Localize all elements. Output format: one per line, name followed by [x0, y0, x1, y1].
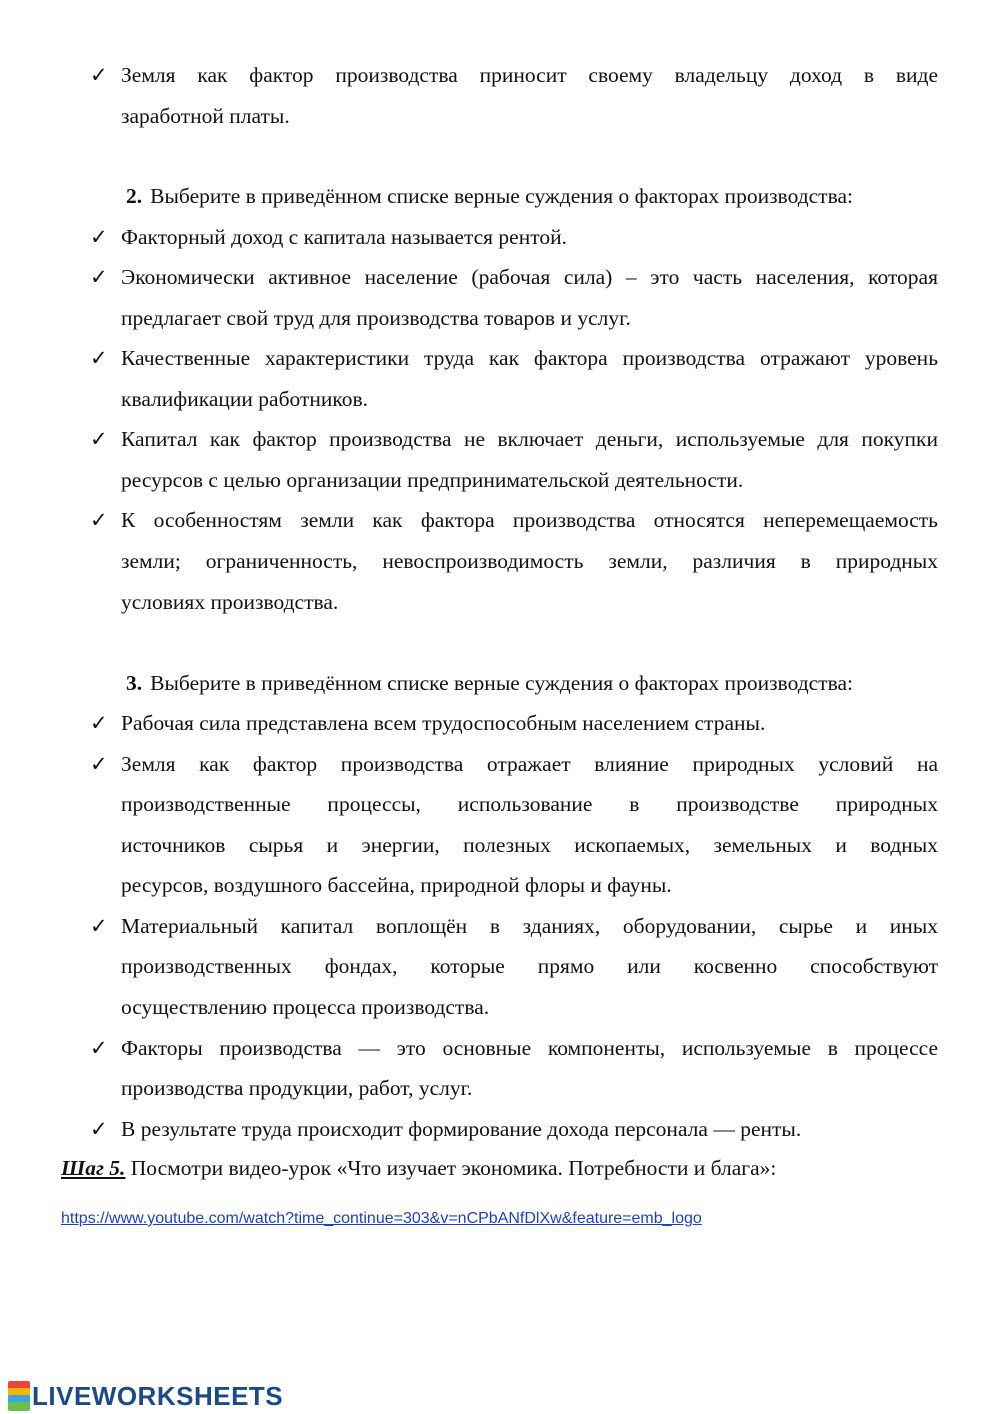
question-3-heading [126, 670, 853, 696]
list-item: производственных фондах, которые прямо или косвенно способствуют [121, 954, 938, 978]
list-item: Факторы производства — это основные компоненты, используемые в процессе [121, 1036, 938, 1060]
logo-text: LIVEWORKSHEETS [32, 1380, 284, 1411]
question-number: 2. [126, 184, 143, 208]
question-number: 3. [126, 671, 143, 695]
step-label: Шаг 5. [61, 1156, 126, 1180]
logo-icon [8, 1381, 30, 1411]
item-text: заработной платы. [121, 104, 290, 128]
check-icon: ✓ [90, 427, 108, 451]
check-icon: ✓ [90, 265, 108, 289]
list-item: К особенностям земли как фактора производства относятся неперемещаемость [121, 508, 938, 532]
video-link[interactable]: https://www.youtube.com/watch?time_continue=303&v=nCPbANfDlXw&feature=emb_logo [61, 1210, 702, 1227]
list-item: источников сырья и энергии, полезных ископаемых, земельных и водных [121, 833, 938, 857]
question-2-heading [126, 183, 853, 209]
list-item: Материальный капитал воплощён в зданиях, оборудовании, сырье и иных [121, 914, 938, 938]
list-item: ресурсов с целью организации предпринимательской деятельности. [121, 468, 744, 492]
list-item: условиях производства. [121, 590, 339, 614]
list-item: квалификации работников. [121, 387, 369, 411]
question-text: Выберите в приведённом списке верные суждения о факторах производства: [150, 671, 853, 695]
list-item: ресурсов, воздушного бассейна, природной флоры и фауны. [121, 873, 672, 897]
check-icon: ✓ [90, 346, 108, 370]
step-5 [61, 1155, 776, 1181]
list-item: В результате труда происходит формирование дохода персонала — ренты. [121, 1117, 802, 1141]
check-icon: ✓ [90, 752, 108, 776]
list-item: Земля как фактор производства отражает влияние природных условий на [121, 752, 938, 776]
list-item: производственные процессы, использование в производстве природных [121, 792, 938, 816]
check-icon: ✓ [90, 1036, 108, 1060]
list-item: Факторный доход с капитала называется рентой. [121, 225, 567, 249]
liveworksheets-logo[interactable] [8, 1378, 283, 1414]
list-item: земли; ограниченность, невоспроизводимость земли, различия в природных [121, 549, 938, 573]
list-item: осуществлению процесса производства. [121, 995, 490, 1019]
check-icon: ✓ [90, 711, 108, 735]
list-item: Качественные характеристики труда как фактора производства отражают уровень [121, 346, 938, 370]
list-item: производства продукции, работ, услуг. [121, 1076, 473, 1100]
check-icon: ✓ [90, 63, 108, 87]
list-item: предлагает свой труд для производства товаров и услуг. [121, 306, 631, 330]
list-item: Рабочая сила представлена всем трудоспособным населением страны. [121, 711, 766, 735]
question-text: Выберите в приведённом списке верные суждения о факторах производства: [150, 184, 853, 208]
list-item: Капитал как фактор производства не включает деньги, используемые для покупки [121, 427, 938, 451]
check-icon: ✓ [90, 1117, 108, 1141]
check-icon: ✓ [90, 508, 108, 532]
check-icon: ✓ [90, 914, 108, 938]
item-text: Земля как фактор производства приносит своему владельцу доход в виде [121, 63, 938, 87]
step-text: Посмотри видео-урок «Что изучает экономика. Потребности и блага»: [130, 1156, 777, 1180]
list-item: Экономически активное население (рабочая сила) – это часть населения, которая [121, 265, 938, 289]
check-icon: ✓ [90, 225, 108, 249]
